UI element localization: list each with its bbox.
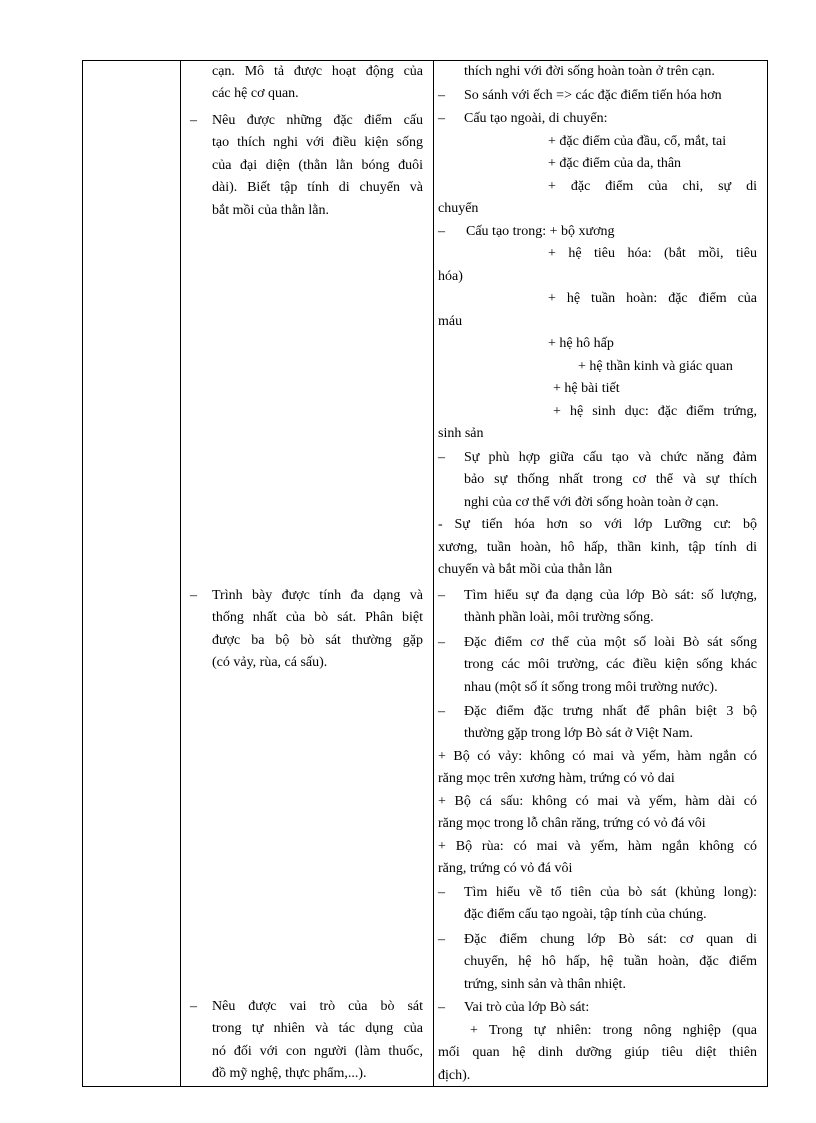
content-line: + hệ tuần hoàn: đặc điểm của: [548, 291, 757, 306]
bullet-dash: –: [190, 999, 197, 1014]
objective-line: (có vảy, rùa, cá sấu).: [212, 655, 328, 670]
content-line: Sự phù hợp giữa cấu tạo và chức năng đảm: [464, 450, 757, 465]
bullet-dash: –: [438, 932, 445, 947]
bullet-dash: –: [438, 88, 445, 103]
bullet-dash: –: [438, 885, 445, 900]
objective-line: bắt mồi của thằn lằn.: [212, 203, 330, 218]
content-line: thành phần loài, môi trường sống.: [464, 610, 654, 625]
content-line: máu: [438, 314, 463, 329]
content-line: - Sự tiến hóa hơn so với lớp Lưỡng cư: bộ: [438, 517, 757, 532]
content-line: + đặc điểm của chi, sự di: [548, 179, 757, 194]
content-line: Tìm hiểu sự đa dạng của lớp Bò sát: số lượng,: [464, 588, 757, 603]
content-line: Đặc điểm cơ thể của một số loài Bò sát sống: [464, 635, 757, 650]
objective-line: được ba bộ bò sát thường gặp: [212, 633, 423, 648]
bullet-dash: –: [438, 588, 445, 603]
content-line: + đặc điểm của đầu, cổ, mắt, tai: [548, 134, 727, 149]
content-line: chuyển và bắt mồi của thằn lằn: [438, 562, 613, 577]
content-line: + hệ tiêu hóa: (bắt mồi, tiêu: [548, 246, 757, 261]
content-line: Cấu tạo trong: + bộ xương: [466, 224, 615, 239]
content-line: Vai trò của lớp Bò sát:: [464, 1000, 590, 1015]
content-line: bảo sự thống nhất trong cơ thể và sự thích: [464, 472, 757, 487]
objective-line: Trình bày được tính đa dạng và: [212, 588, 423, 603]
content-line: hóa): [438, 269, 463, 284]
content-line: mối quan hệ dinh dưỡng giúp tiêu diệt thiên: [438, 1045, 757, 1060]
bullet-dash: –: [190, 113, 197, 128]
content-line: Đặc điểm chung lớp Bò sát: cơ quan di: [464, 932, 757, 947]
content-line: + hệ sinh dục: đặc điểm trứng,: [553, 404, 757, 419]
bullet-dash: –: [438, 635, 445, 650]
content-line: chuyển, hệ hô hấp, hệ tuần hoàn, đặc điểm: [464, 954, 757, 969]
content-line: + hệ hô hấp: [548, 336, 614, 351]
content-line: + hệ thần kinh và giác quan: [578, 359, 733, 374]
content-line: + hệ bài tiết: [553, 381, 620, 396]
content-line: thường gặp trong lớp Bò sát ở Việt Nam.: [464, 726, 693, 741]
column-divider: [433, 61, 434, 1086]
content-line: đặc điểm cấu tạo ngoài, tập tính của chúng.: [464, 907, 707, 922]
content-line: răng mọc trong lỗ chân răng, trứng có vỏ đá vôi: [438, 816, 706, 831]
content-line: So sánh với ếch => các đặc điểm tiến hóa hơn: [464, 88, 722, 103]
content-line: Cấu tạo ngoài, di chuyển:: [464, 111, 608, 126]
objective-line: tạo thích nghi với điều kiện sống: [212, 135, 423, 150]
objective-line: Nêu được những đặc điểm cấu: [212, 113, 423, 128]
content-line: sinh sản: [438, 426, 484, 441]
content-line: trứng, sinh sản và thân nhiệt.: [464, 977, 626, 992]
content-line: + Bộ rùa: có mai và yếm, hàm ngắn không có: [438, 839, 757, 854]
content-line: + Bộ có vảy: không có mai và yếm, hàm ngắn có: [438, 749, 757, 764]
content-column: [438, 61, 759, 1086]
content-line: xương, tuần hoàn, hô hấp, thần kinh, tập tính di: [438, 540, 757, 555]
objective-line: cạn. Mô tả được hoạt động của: [212, 64, 423, 79]
bullet-dash: –: [190, 588, 197, 603]
content-line: + Trong tự nhiên: trong nông nghiệp (qua: [470, 1023, 757, 1038]
content-line: trong các môi trường, các điều kiện sống khác: [464, 657, 757, 672]
content-line: chuyển: [438, 201, 479, 216]
content-line: thích nghi với đời sống hoàn toàn ở trên cạn.: [464, 64, 715, 79]
bullet-dash: –: [438, 704, 445, 719]
bullet-dash: –: [438, 111, 445, 126]
content-line: Tìm hiểu về tổ tiên của bò sát (khủng long):: [464, 885, 757, 900]
objective-line: của đại diện (thằn lằn bóng đuôi: [212, 158, 423, 173]
objective-line: trong tự nhiên và tác dụng của: [212, 1021, 423, 1036]
bullet-dash: –: [438, 1000, 445, 1015]
objective-line: các hệ cơ quan.: [212, 86, 299, 101]
content-line: địch).: [438, 1068, 471, 1083]
content-table: [82, 60, 768, 1087]
content-line: răng mọc trên xương hàm, trứng có vỏ dai: [438, 771, 675, 786]
bullet-dash: –: [438, 224, 445, 239]
content-line: + đặc điểm của da, thân: [548, 156, 682, 171]
objectives-column: [180, 61, 433, 1086]
content-line: nhau (một số ít sống trong môi trường nước).: [464, 680, 718, 695]
objective-line: Nêu được vai trò của bò sát: [212, 999, 423, 1014]
content-line: + Bộ cá sấu: không có mai và yếm, hàm dài có: [438, 794, 757, 809]
bullet-dash: –: [438, 450, 445, 465]
objective-line: đồ mỹ nghệ, thực phẩm,...).: [212, 1066, 367, 1081]
objective-line: nó đối với con người (làm thuốc,: [212, 1044, 423, 1059]
objective-line: dài). Biết tập tính di chuyển và: [212, 180, 423, 195]
content-line: Đặc điểm đặc trưng nhất để phân biệt 3 bộ: [464, 704, 757, 719]
content-line: răng, trứng có vỏ đá vôi: [438, 861, 573, 876]
content-line: nghi của cơ thể với đời sống hoàn toàn ở cạn.: [464, 495, 719, 510]
objective-line: thống nhất của bò sát. Phân biệt: [212, 610, 423, 625]
